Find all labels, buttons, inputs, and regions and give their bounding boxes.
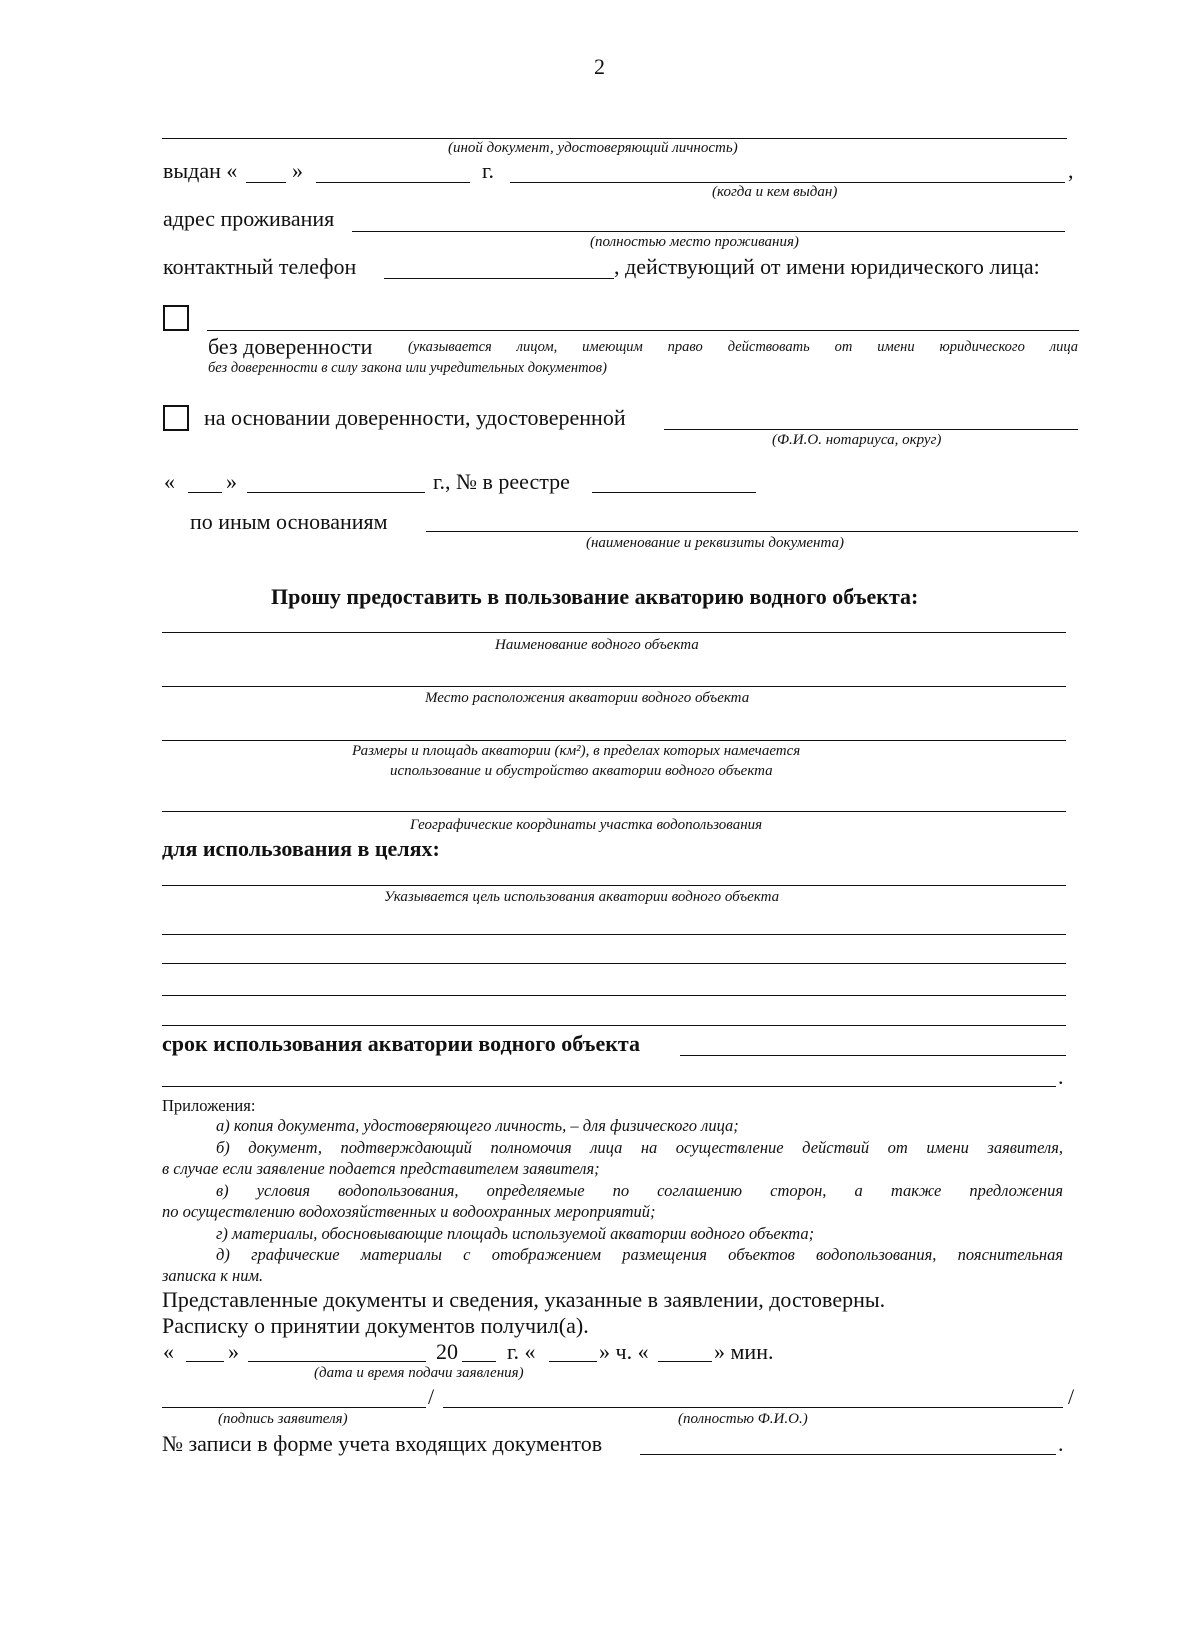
proxy-checkbox[interactable] bbox=[163, 405, 189, 431]
request-heading: Прошу предоставить в пользование акваторию водного объекта: bbox=[271, 584, 919, 609]
attachment-d: г) материалы, обосновывающие площадь используемой акватории водного объекта; bbox=[216, 1224, 815, 1243]
datetime-minutes-field[interactable] bbox=[658, 1361, 712, 1362]
water-area-location-caption: Место расположения акватории водного объекта bbox=[425, 690, 750, 706]
purpose-field[interactable] bbox=[162, 885, 1066, 886]
statement-text: Представленные документы и сведения, указанные в заявлении, достоверны. bbox=[162, 1287, 886, 1312]
issued-comma: , bbox=[1068, 158, 1074, 183]
address-caption: (полностью место проживания) bbox=[590, 234, 799, 250]
no-proxy-field[interactable] bbox=[207, 330, 1079, 331]
datetime-month-field[interactable] bbox=[248, 1361, 426, 1362]
coordinates-field[interactable] bbox=[162, 811, 1066, 812]
other-grounds-caption: (наименование и реквизиты документа) bbox=[586, 535, 844, 551]
term-label: срок использования акватории водного объекта bbox=[162, 1031, 641, 1056]
proxy-day-field[interactable] bbox=[188, 492, 222, 493]
page-number: 2 bbox=[594, 54, 605, 79]
issued-month-field[interactable] bbox=[316, 182, 470, 183]
datetime-hours-field[interactable] bbox=[549, 1361, 597, 1362]
no-proxy-note-line2: без доверенности в силу закона или учредительных документов) bbox=[208, 360, 607, 376]
registry-label: № записи в форме учета входящих документов bbox=[162, 1431, 603, 1456]
water-body-name-caption: Наименование водного объекта bbox=[495, 637, 699, 653]
issued-quote-close: » bbox=[292, 158, 303, 183]
proxy-month-field[interactable] bbox=[247, 492, 425, 493]
attachments-title: Приложения: bbox=[162, 1096, 256, 1115]
full-name-field[interactable] bbox=[443, 1407, 1063, 1408]
full-name-caption: (полностью Ф.И.О.) bbox=[678, 1411, 808, 1427]
no-proxy-label: без доверенности bbox=[208, 334, 373, 359]
registry-record-field[interactable] bbox=[640, 1454, 1056, 1455]
issued-label: выдан « bbox=[163, 158, 238, 183]
address-label: адрес проживания bbox=[163, 206, 335, 231]
attachment-b-line1: б) документ, подтверждающий полномочия лица на осуществление действий от имени заявителя, bbox=[216, 1138, 1063, 1157]
registry-period: . bbox=[1058, 1431, 1064, 1456]
notary-field[interactable] bbox=[664, 429, 1078, 430]
attachment-c-line1: в) условия водопользования, определяемые по соглашению сторон, а также предложения bbox=[216, 1181, 1063, 1200]
no-proxy-note-line1: (указывается лицом, имеющим право действовать от имени юридического лица bbox=[408, 339, 1078, 355]
datetime-quote-open: « bbox=[163, 1339, 174, 1364]
water-body-name-field[interactable] bbox=[162, 632, 1066, 633]
water-area-size-caption-line1: Размеры и площадь акватории (км²), в пределах которых намечается bbox=[352, 743, 801, 759]
purpose-heading: для использования в целях: bbox=[162, 836, 440, 861]
datetime-year-field[interactable] bbox=[462, 1361, 496, 1362]
attachment-e-line1: д) графические материалы с отображением размещения объектов водопользования, пояснительная bbox=[216, 1245, 1063, 1264]
coordinates-caption: Географические координаты участка водопользования bbox=[410, 817, 763, 833]
purpose-caption: Указывается цель использования акватории водного объекта bbox=[384, 889, 780, 905]
purpose-extra-line-3[interactable] bbox=[162, 995, 1066, 996]
receipt-text: Расписку о принятии документов получил(а). bbox=[162, 1313, 589, 1338]
phone-label: контактный телефон bbox=[163, 254, 357, 279]
issued-caption: (когда и кем выдан) bbox=[712, 184, 838, 200]
water-area-size-field[interactable] bbox=[162, 740, 1066, 741]
issued-day-field[interactable] bbox=[246, 182, 286, 183]
water-area-location-field[interactable] bbox=[162, 686, 1066, 687]
attachment-e-line2: записка к ним. bbox=[162, 1266, 264, 1285]
term-field[interactable] bbox=[680, 1055, 1066, 1056]
other-grounds-label: по иным основаниям bbox=[190, 509, 388, 534]
signature-slash-1: / bbox=[428, 1384, 435, 1409]
attachment-a: а) копия документа, удостоверяющего личность, – для физического лица; bbox=[216, 1116, 739, 1135]
purpose-extra-line-2[interactable] bbox=[162, 963, 1066, 964]
purpose-extra-line-1[interactable] bbox=[162, 934, 1066, 935]
datetime-century: 20 bbox=[436, 1339, 458, 1364]
address-field[interactable] bbox=[352, 231, 1065, 232]
attachment-b-line2: в случае если заявление подается представителем заявителя; bbox=[162, 1159, 600, 1178]
issued-year-label: г. bbox=[482, 158, 495, 183]
purpose-extra-line-4[interactable] bbox=[162, 1025, 1066, 1026]
issued-by-field[interactable] bbox=[510, 182, 1065, 183]
phone-suffix: , действующий от имени юридического лица: bbox=[614, 254, 1040, 279]
proxy-quote-open: « bbox=[164, 469, 175, 494]
datetime-minutes-label: » мин. bbox=[714, 1339, 774, 1364]
proxy-year-registry-label: г., № в реестре bbox=[433, 469, 570, 494]
other-grounds-field[interactable] bbox=[426, 531, 1078, 532]
no-proxy-checkbox[interactable] bbox=[163, 305, 189, 331]
notary-caption: (Ф.И.О. нотариуса, округ) bbox=[772, 432, 942, 448]
attachment-c-line2: по осуществлению водохозяйственных и водоохранных мероприятий; bbox=[162, 1202, 656, 1221]
datetime-year-open: г. « bbox=[507, 1339, 536, 1364]
proxy-quote-close: » bbox=[226, 469, 237, 494]
water-area-size-caption-line2: использование и обустройство акватории водного объекта bbox=[390, 763, 773, 779]
datetime-caption: (дата и время подачи заявления) bbox=[314, 1365, 524, 1381]
signature-field[interactable] bbox=[162, 1407, 426, 1408]
proxy-label: на основании доверенности, удостоверенной bbox=[204, 405, 626, 430]
datetime-quote-close: » bbox=[228, 1339, 239, 1364]
signature-caption: (подпись заявителя) bbox=[218, 1411, 348, 1427]
signature-slash-2: / bbox=[1068, 1384, 1075, 1409]
datetime-day-field[interactable] bbox=[186, 1361, 224, 1362]
identity-document-caption: (иной документ, удостоверяющий личность) bbox=[448, 140, 738, 156]
datetime-hours-label: » ч. « bbox=[599, 1339, 649, 1364]
identity-document-line[interactable] bbox=[162, 138, 1067, 139]
term-field-continued[interactable] bbox=[162, 1086, 1056, 1087]
registry-number-field[interactable] bbox=[592, 492, 756, 493]
term-period: . bbox=[1058, 1064, 1064, 1089]
phone-field[interactable] bbox=[384, 278, 614, 279]
